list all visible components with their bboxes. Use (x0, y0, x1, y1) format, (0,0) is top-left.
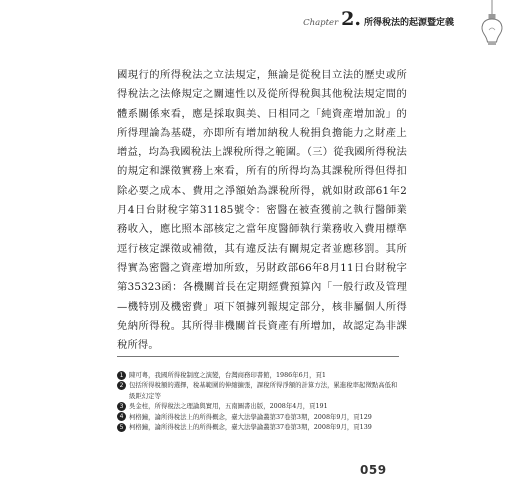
footnote-divider (117, 356, 399, 357)
footnote-text: 吳金柱，所得稅法之理論與實用，五南圖書出版，2008年4月，頁191 (129, 402, 328, 411)
chapter-number: 2. (341, 8, 361, 30)
body-paragraph: 國現行的所得稅法之立法規定，無論是從稅目立法的歷史或所得稅法之法條規定之關連性以及從所得稅與其他稅法規定間的體系關係來看，應是採取與美、日相同之「純資產增加說」的所得理論為基礎，亦即所有增加納稅人稅捐負擔能力之財產上增益，均為我國稅法上課稅所得之範圍。（三）從我國所得稅法的規定和課徵實務上來看，所有的所得均為其課稅所得但得扣除必要之成本、費用之淨額始為課稅所得，就如財政部61年2月4日台財稅字第31185號令：密醫在被查獲前之執行醫師業務收入，應比照本部核定之當年度醫師執行業務收入費用標準逕行核定課徵或補徵，其有違反法有關規定者並應移罰。其所得實為密醫之資產增加所致，另財政部66年8月11日台財稅字第35323函：各機關首長在定期經費預算內「一般行政及管理—機特別及機密費」項下領據列報規定部分，核非屬個人所得免納所得稅。其所得非機關首長資產有所增加，故認定為非課稅所得。 (117, 69, 407, 352)
footnote (117, 401, 399, 411)
footnote-marker: 1 (117, 371, 126, 380)
footnote-marker: 5 (117, 423, 126, 432)
footnote-text: 包括所得稅額的選擇，稅基範圍的伸縮擴張，課稅所得淨額的計算方法，累進稅率起徵點高低和級距幻定等 (129, 381, 398, 400)
footnote (117, 412, 399, 422)
body-text (117, 66, 407, 355)
footnote-text: 陳可粵，我國所得稅制度之演變，台灣商務印書館，1986年6月，頁1 (129, 371, 326, 379)
footnote-marker: 4 (117, 412, 126, 421)
footnote-marker: 2 (117, 381, 126, 390)
page-number: 059 (360, 463, 387, 477)
running-header (303, 10, 454, 29)
footnote (117, 370, 399, 380)
footnote-text: 柯格鐘，論所得稅法上的所得概念，臺大法學論叢第37卷第3期，2008年9月，頁139 (129, 423, 372, 432)
hanging-lightbulb-icon (472, 0, 512, 48)
chapter-title: 所得稅法的起源暨定義 (363, 18, 454, 28)
footnotes (117, 370, 399, 432)
footnote-text: 柯格鐘，論所得稅法上的所得概念，臺大法學論叢第37卷第3期，2008年9月，頁129 (129, 412, 372, 421)
footnote-marker: 3 (117, 402, 126, 411)
chapter-word: Chapter (303, 18, 339, 28)
footnote (117, 380, 399, 401)
footnote (117, 422, 399, 432)
